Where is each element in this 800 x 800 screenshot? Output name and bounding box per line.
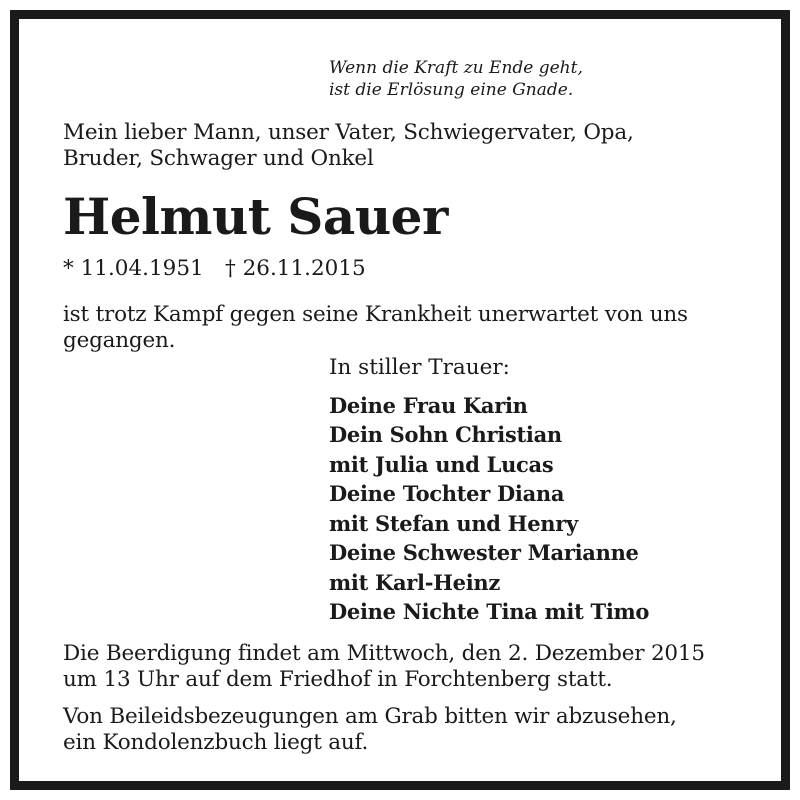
mourner-item: Deine Frau Karin	[329, 393, 528, 418]
mourner-item: Deine Schwester Marianne	[329, 540, 639, 565]
mourner-item: Deine Nichte Tina mit Timo	[329, 599, 650, 624]
mourner-item: Dein Sohn Christian	[329, 422, 562, 447]
statement-line-1: ist trotz Kampf gegen seine Krankheit unerwartet von uns	[63, 302, 688, 327]
funeral-line-3: Von Beileidsbezeugungen am Grab bitten wir abzusehen,	[63, 704, 677, 729]
funeral-line-2: um 13 Uhr auf dem Friedhof in Forchtenberg statt.	[63, 667, 613, 692]
mourning-title: In stiller Trauer:	[329, 355, 510, 380]
birth-date: * 11.04.1951	[63, 256, 204, 281]
mourner-item: mit Julia und Lucas	[329, 452, 554, 477]
mourner-item: mit Karl-Heinz	[329, 570, 500, 595]
statement-line-2: gegangen.	[63, 328, 176, 353]
funeral-line-4: ein Kondolenzbuch liegt auf.	[63, 730, 369, 755]
funeral-line-1: Die Beerdigung findet am Mittwoch, den 2. Dezember 2015	[63, 641, 705, 666]
intro-line-2: Bruder, Schwager und Onkel	[63, 146, 374, 171]
mourner-item: mit Stefan und Henry	[329, 511, 578, 536]
motto-line-2: ist die Erlösung eine Gnade.	[329, 80, 574, 100]
intro-line-1: Mein lieber Mann, unser Vater, Schwiegervater, Opa,	[63, 120, 634, 145]
death-date: † 26.11.2015	[225, 256, 366, 281]
mourner-item: Deine Tochter Diana	[329, 481, 565, 506]
obituary-frame	[10, 10, 790, 790]
motto-line-1: Wenn die Kraft zu Ende geht,	[329, 58, 583, 78]
deceased-name: Helmut Sauer	[63, 187, 448, 246]
